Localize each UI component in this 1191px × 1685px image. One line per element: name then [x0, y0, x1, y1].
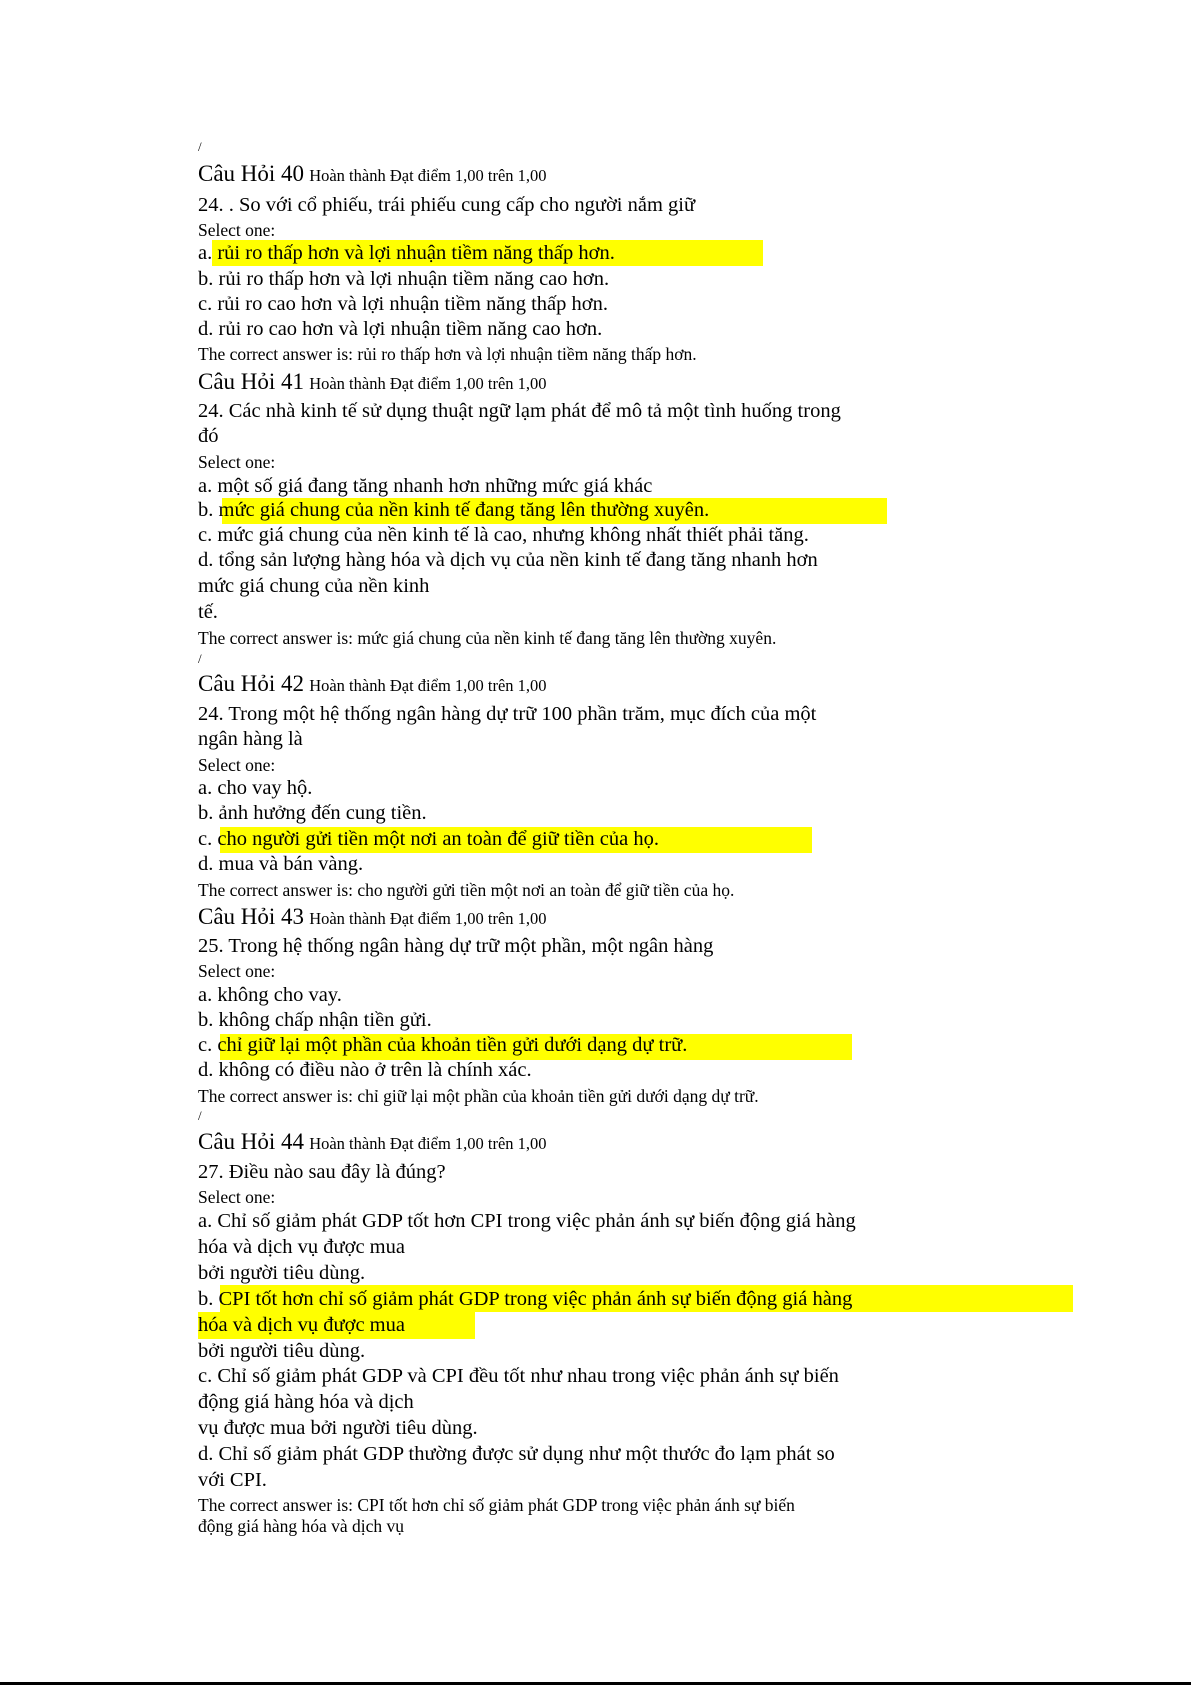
option-letter: d.: [198, 549, 214, 571]
prompt-text: 25. Trong hệ thống ngân hàng dự trữ một phần, một ngân hàng: [198, 935, 714, 957]
option-text: không chấp nhận tiền gửi.: [218, 1009, 432, 1031]
option-text: vụ được mua bởi người tiêu dùng.: [198, 1417, 478, 1439]
question-number: Câu Hỏi 44: [198, 1129, 305, 1154]
prompt-text: 27. Điều nào sau đây là đúng?: [198, 1161, 446, 1183]
correct-prefix: The correct answer is:: [198, 1086, 358, 1106]
correct-prefix: The correct answer is:: [198, 628, 358, 648]
correct-prefix: The correct answer is:: [198, 344, 358, 364]
slash-text: /: [198, 1108, 202, 1123]
answer-option-d: [198, 1468, 267, 1492]
question-header: [198, 905, 547, 931]
select-one-label: [198, 960, 275, 982]
answer-option-c: [198, 1390, 414, 1414]
option-letter: b.: [198, 802, 214, 824]
select-label-text: Select one:: [198, 961, 276, 981]
answer-option-c: [198, 523, 809, 547]
option-letter: c.: [198, 1034, 213, 1056]
answer-option-a: [198, 474, 652, 498]
option-text: ảnh hưởng đến cung tiền.: [218, 802, 427, 824]
slash-text: /: [198, 139, 202, 154]
option-text: mua và bán vàng.: [218, 853, 364, 875]
option-text: rủi ro cao hơn và lợi nhuận tiềm năng thấp hơn.: [217, 293, 608, 315]
option-letter: d.: [198, 853, 214, 875]
correct-answer-text: rủi ro thấp hơn và lợi nhuận tiềm năng thấp hơn.: [357, 344, 697, 364]
answer-option-b: [198, 801, 427, 825]
option-letter: b.: [198, 499, 214, 521]
question-number: Câu Hỏi 40: [198, 161, 305, 186]
option-letter: a.: [198, 777, 213, 799]
answer-option-b: [198, 267, 609, 291]
answer-option-c: [198, 1033, 687, 1057]
answer-option-c: [198, 827, 659, 851]
answer-option-d: [198, 600, 218, 624]
correct-answer-text: cho người gửi tiền một nơi an toàn để giữ tiền của họ.: [357, 880, 735, 900]
correct-answer-line: [198, 627, 776, 649]
select-one-label: [198, 1186, 275, 1208]
option-letter: d.: [198, 1443, 214, 1465]
correct-answer-line: [198, 879, 734, 901]
option-letter: c.: [198, 524, 213, 546]
question-prompt: [198, 1160, 446, 1184]
question-prompt: [198, 727, 303, 751]
option-text: hóa và dịch vụ được mua: [198, 1236, 405, 1258]
question-header: [198, 162, 547, 188]
option-letter: b.: [198, 1288, 214, 1310]
select-label-text: Select one:: [198, 755, 276, 775]
option-text: hóa và dịch vụ được mua: [198, 1314, 405, 1336]
option-text: một số giá đang tăng nhanh hơn những mức giá khác: [217, 475, 653, 497]
select-label-text: Select one:: [198, 220, 276, 240]
answer-option-a: [198, 1261, 365, 1285]
question-prompt: [198, 424, 219, 448]
option-text: rủi ro thấp hơn và lợi nhuận tiềm năng cao hơn.: [218, 268, 610, 290]
answer-option-d: [198, 1442, 835, 1466]
answer-option-d: [198, 852, 363, 876]
correct-answer-line: [198, 1494, 795, 1516]
question-prompt: [198, 702, 816, 726]
option-text: động giá hàng hóa và dịch: [198, 1391, 414, 1413]
correct-prefix: The correct answer is:: [198, 1495, 358, 1515]
option-text: không cho vay.: [217, 984, 342, 1006]
answer-option-c: [198, 1416, 478, 1440]
answer-option-b: [198, 1313, 405, 1337]
correct-answer-line: [198, 1085, 759, 1107]
option-letter: d.: [198, 1059, 214, 1081]
question-status: Hoàn thành Đạt điểm 1,00 trên 1,00: [309, 374, 547, 393]
option-letter: a.: [198, 1210, 213, 1232]
select-label-text: Select one:: [198, 1187, 276, 1207]
option-text: rủi ro cao hơn và lợi nhuận tiềm năng cao hơn.: [218, 318, 603, 340]
question-header: [198, 1130, 547, 1156]
answer-option-a: [198, 1235, 405, 1259]
answer-option-d: [198, 317, 602, 341]
answer-option-a: [198, 776, 312, 800]
option-text: không có điều nào ở trên là chính xác.: [218, 1059, 532, 1081]
question-number: Câu Hỏi 41: [198, 369, 305, 394]
option-letter: a.: [198, 242, 213, 264]
answer-option-a: [198, 241, 615, 265]
correct-answer-line: [198, 1515, 404, 1537]
prompt-text: 24. Trong một hệ thống ngân hàng dự trữ 100 phần trăm, mục đích của một: [198, 703, 817, 725]
option-letter: c.: [198, 828, 213, 850]
option-text: rủi ro thấp hơn và lợi nhuận tiềm năng thấp hơn.: [217, 242, 615, 264]
question-number: Câu Hỏi 42: [198, 671, 305, 696]
option-text: mức giá chung của nền kinh: [198, 575, 430, 597]
option-text: chỉ giữ lại một phần của khoản tiền gửi dưới dạng dự trữ.: [217, 1034, 688, 1056]
answer-option-d: [198, 548, 818, 572]
option-text: tổng sản lượng hàng hóa và dịch vụ của nền kinh tế đang tăng nhanh hơn: [218, 549, 818, 571]
answer-option-b: [198, 1339, 365, 1363]
option-text: CPI tốt hơn chỉ số giảm phát GDP trong việc phản ánh sự biến động giá hàng: [218, 1288, 853, 1310]
prompt-text: ngân hàng là: [198, 728, 303, 750]
correct-answer-text: mức giá chung của nền kinh tế đang tăng lên thường xuyên.: [357, 628, 777, 648]
question-prompt: [198, 399, 841, 423]
option-letter: a.: [198, 475, 213, 497]
option-text: bởi người tiêu dùng.: [198, 1340, 366, 1362]
answer-option-d: [198, 574, 429, 598]
option-text: Chỉ số giảm phát GDP và CPI đều tốt như nhau trong việc phản ánh sự biến: [217, 1365, 839, 1387]
correct-answer-text: chỉ giữ lại một phần của khoản tiền gửi dưới dạng dự trữ.: [357, 1086, 759, 1106]
option-text: mức giá chung của nền kinh tế đang tăng lên thường xuyên.: [218, 499, 710, 521]
option-text: Chỉ số giảm phát GDP tốt hơn CPI trong việc phản ánh sự biến động giá hàng: [217, 1210, 856, 1232]
select-label-text: Select one:: [198, 452, 276, 472]
correct-answer-text: động giá hàng hóa và dịch vụ: [198, 1516, 405, 1536]
answer-option-a: [198, 1209, 856, 1233]
prompt-text: đó: [198, 425, 219, 447]
select-one-label: [198, 219, 275, 241]
prompt-text: 24. Các nhà kinh tế sử dụng thuật ngữ lạm phát để mô tả một tình huống trong: [198, 400, 841, 422]
slash-text: /: [198, 651, 202, 666]
select-one-label: [198, 754, 275, 776]
question-status: Hoàn thành Đạt điểm 1,00 trên 1,00: [309, 676, 547, 695]
page-break-slash: [198, 1109, 202, 1123]
answer-option-c: [198, 1364, 839, 1388]
option-letter: c.: [198, 1365, 213, 1387]
question-status: Hoàn thành Đạt điểm 1,00 trên 1,00: [309, 909, 547, 928]
answer-option-d: [198, 1058, 532, 1082]
option-text: cho người gửi tiền một nơi an toàn để giữ tiền của họ.: [217, 828, 659, 850]
answer-option-b: [198, 1287, 852, 1311]
option-letter: b.: [198, 268, 214, 290]
correct-answer-line: [198, 343, 697, 365]
question-prompt: [198, 193, 695, 217]
answer-option-b: [198, 1008, 432, 1032]
option-text: cho vay hộ.: [217, 777, 313, 799]
answer-option-b: [198, 498, 709, 522]
option-text: Chỉ số giảm phát GDP thường được sử dụng như một thước đo lạm phát so: [218, 1443, 835, 1465]
option-text: mức giá chung của nền kinh tế là cao, nhưng không nhất thiết phải tăng.: [217, 524, 809, 546]
option-text: với CPI.: [198, 1469, 267, 1491]
option-text: bởi người tiêu dùng.: [198, 1262, 366, 1284]
answer-option-a: [198, 983, 342, 1007]
option-letter: a.: [198, 984, 213, 1006]
page-break-slash: [198, 652, 202, 666]
answer-option-c: [198, 292, 608, 316]
question-header: [198, 370, 547, 396]
correct-prefix: The correct answer is:: [198, 880, 358, 900]
option-text: tế.: [198, 601, 218, 623]
question-status: Hoàn thành Đạt điểm 1,00 trên 1,00: [309, 1134, 547, 1153]
question-prompt: [198, 934, 713, 958]
option-letter: b.: [198, 1009, 214, 1031]
question-number: Câu Hỏi 43: [198, 904, 305, 929]
option-letter: d.: [198, 318, 214, 340]
correct-answer-text: CPI tốt hơn chỉ số giảm phát GDP trong việc phản ánh sự biến: [357, 1495, 795, 1515]
question-header: [198, 672, 547, 698]
question-status: Hoàn thành Đạt điểm 1,00 trên 1,00: [309, 166, 547, 185]
page-break-slash: [198, 140, 202, 154]
select-one-label: [198, 451, 275, 473]
option-letter: c.: [198, 293, 213, 315]
prompt-text: 24. . So với cổ phiếu, trái phiếu cung cấp cho người nắm giữ: [198, 194, 696, 216]
